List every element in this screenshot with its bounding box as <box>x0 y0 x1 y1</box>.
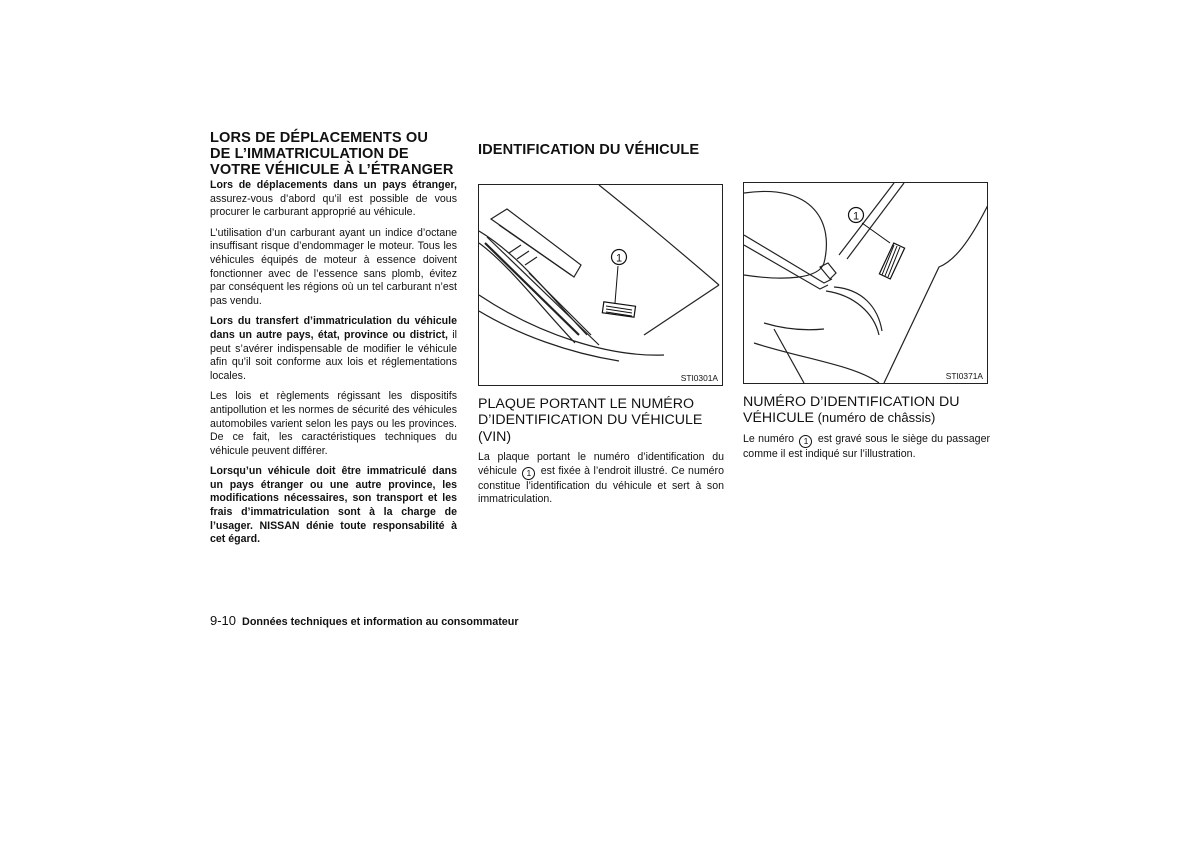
page-number: 9-10 <box>210 613 237 628</box>
subheading-chassis-number <box>743 394 990 427</box>
paragraph-octane: L’utilisation d’un carburant ayant un indice d’octane insuffisant risque d’endommager le moteur. Tous les véhicules équipés de moteur à essence doivent fonctionner avec de l’essence sans plomb, évitez par conséquent les régions où un tel carburant n’est pas vendu. <box>210 226 457 307</box>
paragraph-chassis-body: est gravé sous le siège du passager comme il est indiqué sur l’illustration. <box>743 432 990 460</box>
section-heading-identification: IDENTIFICATION DU VÉHICULE <box>478 142 700 158</box>
figure-chassis-number <box>743 182 988 384</box>
paragraph-regulations: Les lois et règlements régissant les dispositifs antipollution et les normes de sécurité des véhicules automobiles varient selon les pays ou les provinces. De ce fait, les caractéristiques techniques du véhicule peuvent différer. <box>210 390 457 457</box>
paragraph-fuel <box>210 179 457 220</box>
section-chassis-number <box>743 182 990 468</box>
subheading-chassis-main: NUMÉRO D’IDENTIFICATION DU VÉHICULE <box>743 394 960 427</box>
callout-number-icon-chassis: 1 <box>799 435 812 448</box>
paragraph-chassis-number <box>743 433 990 462</box>
figure-callout-label: 1 <box>615 252 623 265</box>
vin-plate-illustration <box>479 185 723 386</box>
figure-code-label-chassis: STI0371A <box>945 371 983 381</box>
paragraph-fuel-lead: Lors de déplacements dans un pays étranger, <box>210 179 457 191</box>
figure-code-label: STI0301A <box>680 373 718 383</box>
callout-number-icon: 1 <box>522 467 535 480</box>
paragraph-fuel-body: assurez-vous d’abord qu’il est possible de vous procurer le carburant approprié au véhicule. <box>210 192 457 219</box>
paragraph-transfer-lead: Lors du transfert d’immatriculation du véhicule dans un autre pays, état, province ou district, <box>210 315 457 341</box>
paragraph-vin-plate-body: est fixée à l’endroit illustré. Ce numéro constitue l’identification du véhicule et sert à son immatriculation. <box>478 464 724 506</box>
paragraph-disclaimer: Lorsqu’un véhicule doit être immatriculé dans un pays étranger ou une autre province, les modifications nécessaires, son transport et les frais d’immatriculation sont à la charge de l’usager. NISSAN dénie toute responsabilité à cet égard. <box>210 465 457 546</box>
paragraph-transfer-body: il peut s’avérer indispensable de modifier le véhicule afin qu’il soit conforme aux lois et réglementations locales. <box>210 328 457 382</box>
footer-title: Données techniques et information au consommateur <box>242 616 519 628</box>
figure-callout-label-chassis: 1 <box>852 210 860 223</box>
page-footer <box>210 612 519 630</box>
paragraph-vin-plate-lead: La plaque portant le numéro d’identification du véhicule <box>478 451 724 477</box>
section-heading-foreign: LORS DE DÉPLACEMENTS OU DE L’IMMATRICULATION DE VOTRE VÉHICULE À L’ÉTRANGER <box>210 130 454 178</box>
subheading-chassis-note: (numéro de châssis) <box>813 410 936 426</box>
figure-vin-plate <box>478 184 723 386</box>
section-foreign-registration <box>210 130 457 554</box>
subheading-vin-plate: PLAQUE PORTANT LE NUMÉRO D’IDENTIFICATION DU VÉHICULE (VIN) <box>478 396 703 445</box>
chassis-number-illustration <box>744 183 988 384</box>
paragraph-vin-plate <box>478 451 724 507</box>
paragraph-transfer <box>210 315 457 383</box>
section-vehicle-identification <box>478 142 724 514</box>
paragraph-chassis-lead: Le numéro <box>743 432 795 445</box>
